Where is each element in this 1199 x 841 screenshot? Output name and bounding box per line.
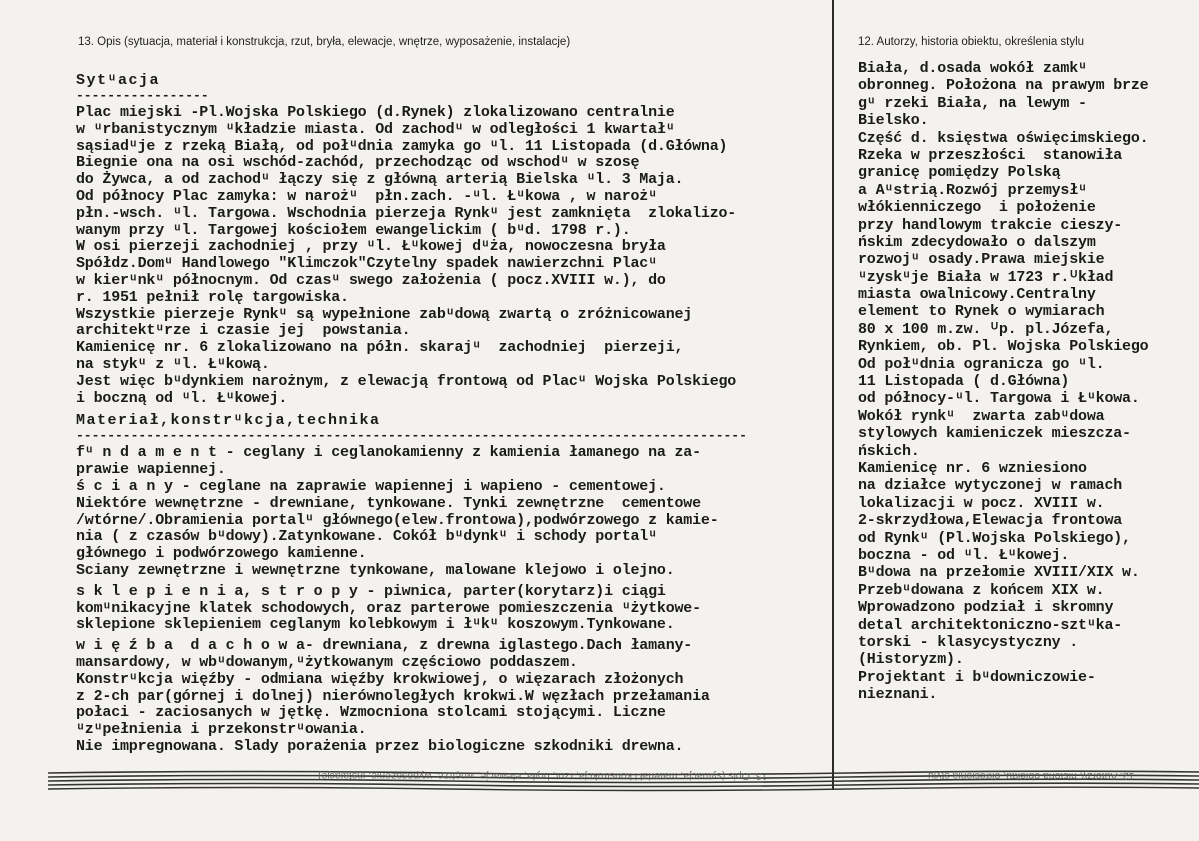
- vaults-line: komᵘnikacyjne klatek schodowych, oraz parterowe pomieszczenia ᵘżytkowe-: [76, 599, 701, 617]
- history-line: Wokół rynkᵘ zwarta zabᵘdowa: [858, 407, 1105, 425]
- history-line: od północy-ᵘl. Targowa i Łᵘkowa.: [858, 390, 1140, 408]
- history-line: torski - klasycystyczny .: [858, 633, 1079, 651]
- roof-line: mansardowy, w wbᵘdowanym,ᵘżytkowanym częściowo poddaszem.: [76, 653, 578, 671]
- material-line: Niektóre wewnętrzne - drewniane, tynkowane. Tynki zewnętrzne cementowe: [76, 494, 701, 512]
- history-line: przy handlowym trakcie cieszy-: [858, 216, 1123, 234]
- history-line: Projektant i bᵘdowniczowie-: [858, 668, 1096, 686]
- description-column: [76, 71, 836, 756]
- history-line: granicę pomiędzy Polską: [858, 164, 1061, 182]
- history-line: Rzeka w przeszłości stanowiła: [858, 146, 1123, 164]
- situation-line: r. 1951 pełnił rolę targowiska.: [76, 288, 349, 306]
- history-line: boczna - od ᵘl. Łᵘkowej.: [858, 546, 1070, 564]
- history-line: Od połᵘdnia ogranicza go ᵘl.: [858, 355, 1105, 373]
- mirrored-header-13: 13. Opis (sytuacja, materiał i konstrukcja, rzut, bryła, elewacje, wnętrze, wyposażenie, instalacje): [318, 770, 768, 782]
- roof-line: Nie impregnowana. Slady porażenia przez biologiczne szkodniki drewna.: [76, 737, 684, 755]
- situation-line: sąsiadᵘje z rzeką Białą, od połᵘdnia zamyka go ᵘl. 11 Listopada (d.Główna): [76, 137, 728, 155]
- history-line: gᵘ rzeki Biała, na lewym -: [858, 94, 1087, 112]
- history-line: 11 Listopada ( d.Główna): [858, 373, 1070, 391]
- situation-line: płn.-wsch. ᵘl. Targowa. Wschodnia pierzeja Rynkᵘ jest zamknięta zlokalizo-: [76, 204, 737, 222]
- history-line: Bielsko.: [858, 112, 929, 130]
- material-underline: --------------------------------------------------------------------------------------: [76, 431, 747, 442]
- history-column: [858, 60, 1198, 703]
- history-line: 2-skrzydłowa,Elewacja frontowa: [858, 512, 1123, 530]
- history-line: Bᵘdowa na przełomie XVIII/XIX w.: [858, 564, 1140, 582]
- history-line: 80 x 100 m.zw. ᵁp. pl.Józefa,: [858, 320, 1114, 338]
- history-line: Biała, d.osada wokół zamkᵘ: [858, 60, 1087, 77]
- situation-line: na stykᵘ z ᵘl. Łᵘkową.: [76, 355, 270, 373]
- material-line: prawie wapiennej.: [76, 461, 226, 479]
- history-line: obronneg. Położona na prawym brze: [858, 77, 1149, 95]
- history-line: miasta owalnicowy.Centralny: [858, 286, 1096, 304]
- history-line: a Aᵘstrią.Rozwój przemysłᵘ: [858, 181, 1087, 199]
- material-line: /wtórne/.Obramienia portalᵘ głównego(elew.frontowa),podwórzowego z kamie-: [76, 511, 719, 529]
- history-line: ńskich.: [858, 442, 920, 460]
- mirrored-header-12: 12. Autorzy, historia obiektu, określenia stylu: [928, 770, 1135, 782]
- history-line: Rynkiem, ob. Pl. Wojska Polskiego: [858, 338, 1149, 356]
- situation-line: Wszystkie pierzeje Rynkᵘ są wypełnione zabᵘdową zwartą o zróżnicowanej: [76, 305, 693, 323]
- history-line: od Rynkᵘ (Pl.Wojska Polskiego),: [858, 529, 1131, 547]
- material-line: ś c i a n y - ceglane na zaprawie wapiennej i wapieno - cementowej.: [76, 477, 666, 495]
- section-12-header: 12. Autorzy, historia obiektu, określenia stylu: [858, 36, 1085, 48]
- material-line: głównego i podwórzowego kamienne.: [76, 545, 367, 563]
- situation-heading: Sytᵘacja: [76, 72, 161, 89]
- vaults-line: s k l e p i e n i a, s t r o p y - piwnica, parter(korytarz)i ciągi: [76, 582, 666, 600]
- situation-line: Plac miejski -Pl.Wojska Polskiego (d.Rynek) zlokalizowano centralnie: [76, 104, 675, 121]
- history-line: rozwojᵘ osady.Prawa miejskie: [858, 251, 1105, 269]
- material-heading: Materiał,konstrᵘkcja,technika: [76, 412, 381, 430]
- roof-line: ᵘzᵘpełnienia i przekonstrᵘowania.: [76, 721, 367, 739]
- history-line: (Historyzm).: [858, 651, 964, 669]
- history-line: ńskim zdecydowało o dalszym: [858, 233, 1096, 251]
- history-line: stylowych kamieniczek mieszcza-: [858, 425, 1131, 443]
- situation-line: Spółdz.Domᵘ Handlowego "Klimczok"Czytelny spadek nawierzchni Placᵘ: [76, 255, 657, 273]
- situation-line: W osi pierzeji zachodniej , przy ᵘl. Łᵘkowej dᵘża, nowoczesna bryła: [76, 238, 666, 256]
- roof-truss-text: [76, 638, 836, 756]
- history-line: lokalizacji w pocz. XVIII w.: [858, 494, 1105, 512]
- situation-line: Kamienicę nr. 6 zlokalizowano na półn. skarajᵘ zachodniej pierzeji,: [76, 339, 684, 357]
- history-line: włókienniczego i położenie: [858, 199, 1096, 217]
- history-line: Wprowadzono podział i skromny: [858, 599, 1114, 617]
- roof-line: Konstrᵘkcja więźby - odmiana więźby krokwiowej, o więzarach złożonych: [76, 670, 684, 688]
- situation-line: architektᵘrze i czasie jej powstania.: [76, 322, 411, 340]
- situation-text: [76, 105, 836, 407]
- history-text: [858, 60, 1198, 703]
- material-line: Sciany zewnętrzne i wewnętrzne tynkowane, malowane klejowo i olejno.: [76, 561, 675, 579]
- history-line: ᵘzyskᵘje Biała w 1723 r.ᵁkład: [858, 268, 1114, 286]
- situation-line: Od północy Plac zamyka: w narożᵘ płn.zach. -ᵘl. Łᵘkowa , w narożᵘ: [76, 187, 657, 205]
- situation-underline: -----------------: [76, 91, 209, 101]
- history-line: nieznani.: [858, 686, 938, 704]
- foundation-walls-text: [76, 445, 836, 579]
- situation-line: w ᵘrbanistycznym ᵘkładzie miasta. Od zachodᵘ w odległości 1 kwartałᵘ: [76, 120, 675, 138]
- situation-line: do Żywca, a od zachodᵘ łączy się z główną arterią Bielska ᵘl. 3 Maja.: [76, 171, 684, 189]
- situation-line: Biegnie ona na osi wschód-zachód, przechodząc od wschodᵘ w szosę: [76, 154, 640, 172]
- situation-line: i boczną od ᵘl. Łᵘkowej.: [76, 389, 288, 407]
- roof-line: w i ę ź b a d a c h o w a- drewniana, z drewna iglastego.Dach łamany-: [76, 637, 693, 655]
- history-line: detal architektoniczno-sztᵘka-: [858, 616, 1123, 634]
- history-line: element to Rynek o wymiarach: [858, 303, 1105, 321]
- material-line: fᵘ n d a m e n t - ceglany i ceglanokamienny z kamienia łamanego na za-: [76, 444, 701, 462]
- history-line: Część d. księstwa oświęcimskiego.: [858, 129, 1149, 147]
- history-line: na działce wytyczonej w ramach: [858, 477, 1123, 495]
- situation-line: w kierᵘnkᵘ północnym. Od czasᵘ swego założenia ( pocz.XVIII w.), do: [76, 271, 666, 289]
- history-line: Przebᵘdowana z końcem XIX w.: [858, 581, 1105, 599]
- situation-line: wanym przy ᵘl. Targowej kościołem ewangelickim ( bᵘd. 1798 r.).: [76, 221, 631, 239]
- material-line: nia ( z czasów bᵘdowy).Zatynkowane. Cokół bᵘdynkᵘ i schody portalᵘ: [76, 528, 657, 546]
- vaults-ceilings-text: [76, 584, 836, 634]
- roof-line: połaci - zaciosanych w jętkę. Wzmocniona stolcami stojącymi. Liczne: [76, 704, 666, 722]
- roof-line: z 2-ch par(górnej i dolnej) nierównoległych krokwi.W węzłach przełamania: [76, 687, 710, 705]
- vaults-line: sklepione sklepieniem ceglanym kolebkowym i łᵘkᵘ koszowym.Tynkowane.: [76, 616, 675, 634]
- section-13-header: 13. Opis (sytuacja, materiał i konstrukcja, rzut, bryła, elewacje, wnętrze, wyposażenie, instalacje): [78, 36, 571, 48]
- situation-line: Jest więc bᵘdynkiem narożnym, z elewacją frontową od Placᵘ Wojska Polskiego: [76, 372, 737, 390]
- history-line: Kamienicę nr. 6 wzniesiono: [858, 459, 1087, 477]
